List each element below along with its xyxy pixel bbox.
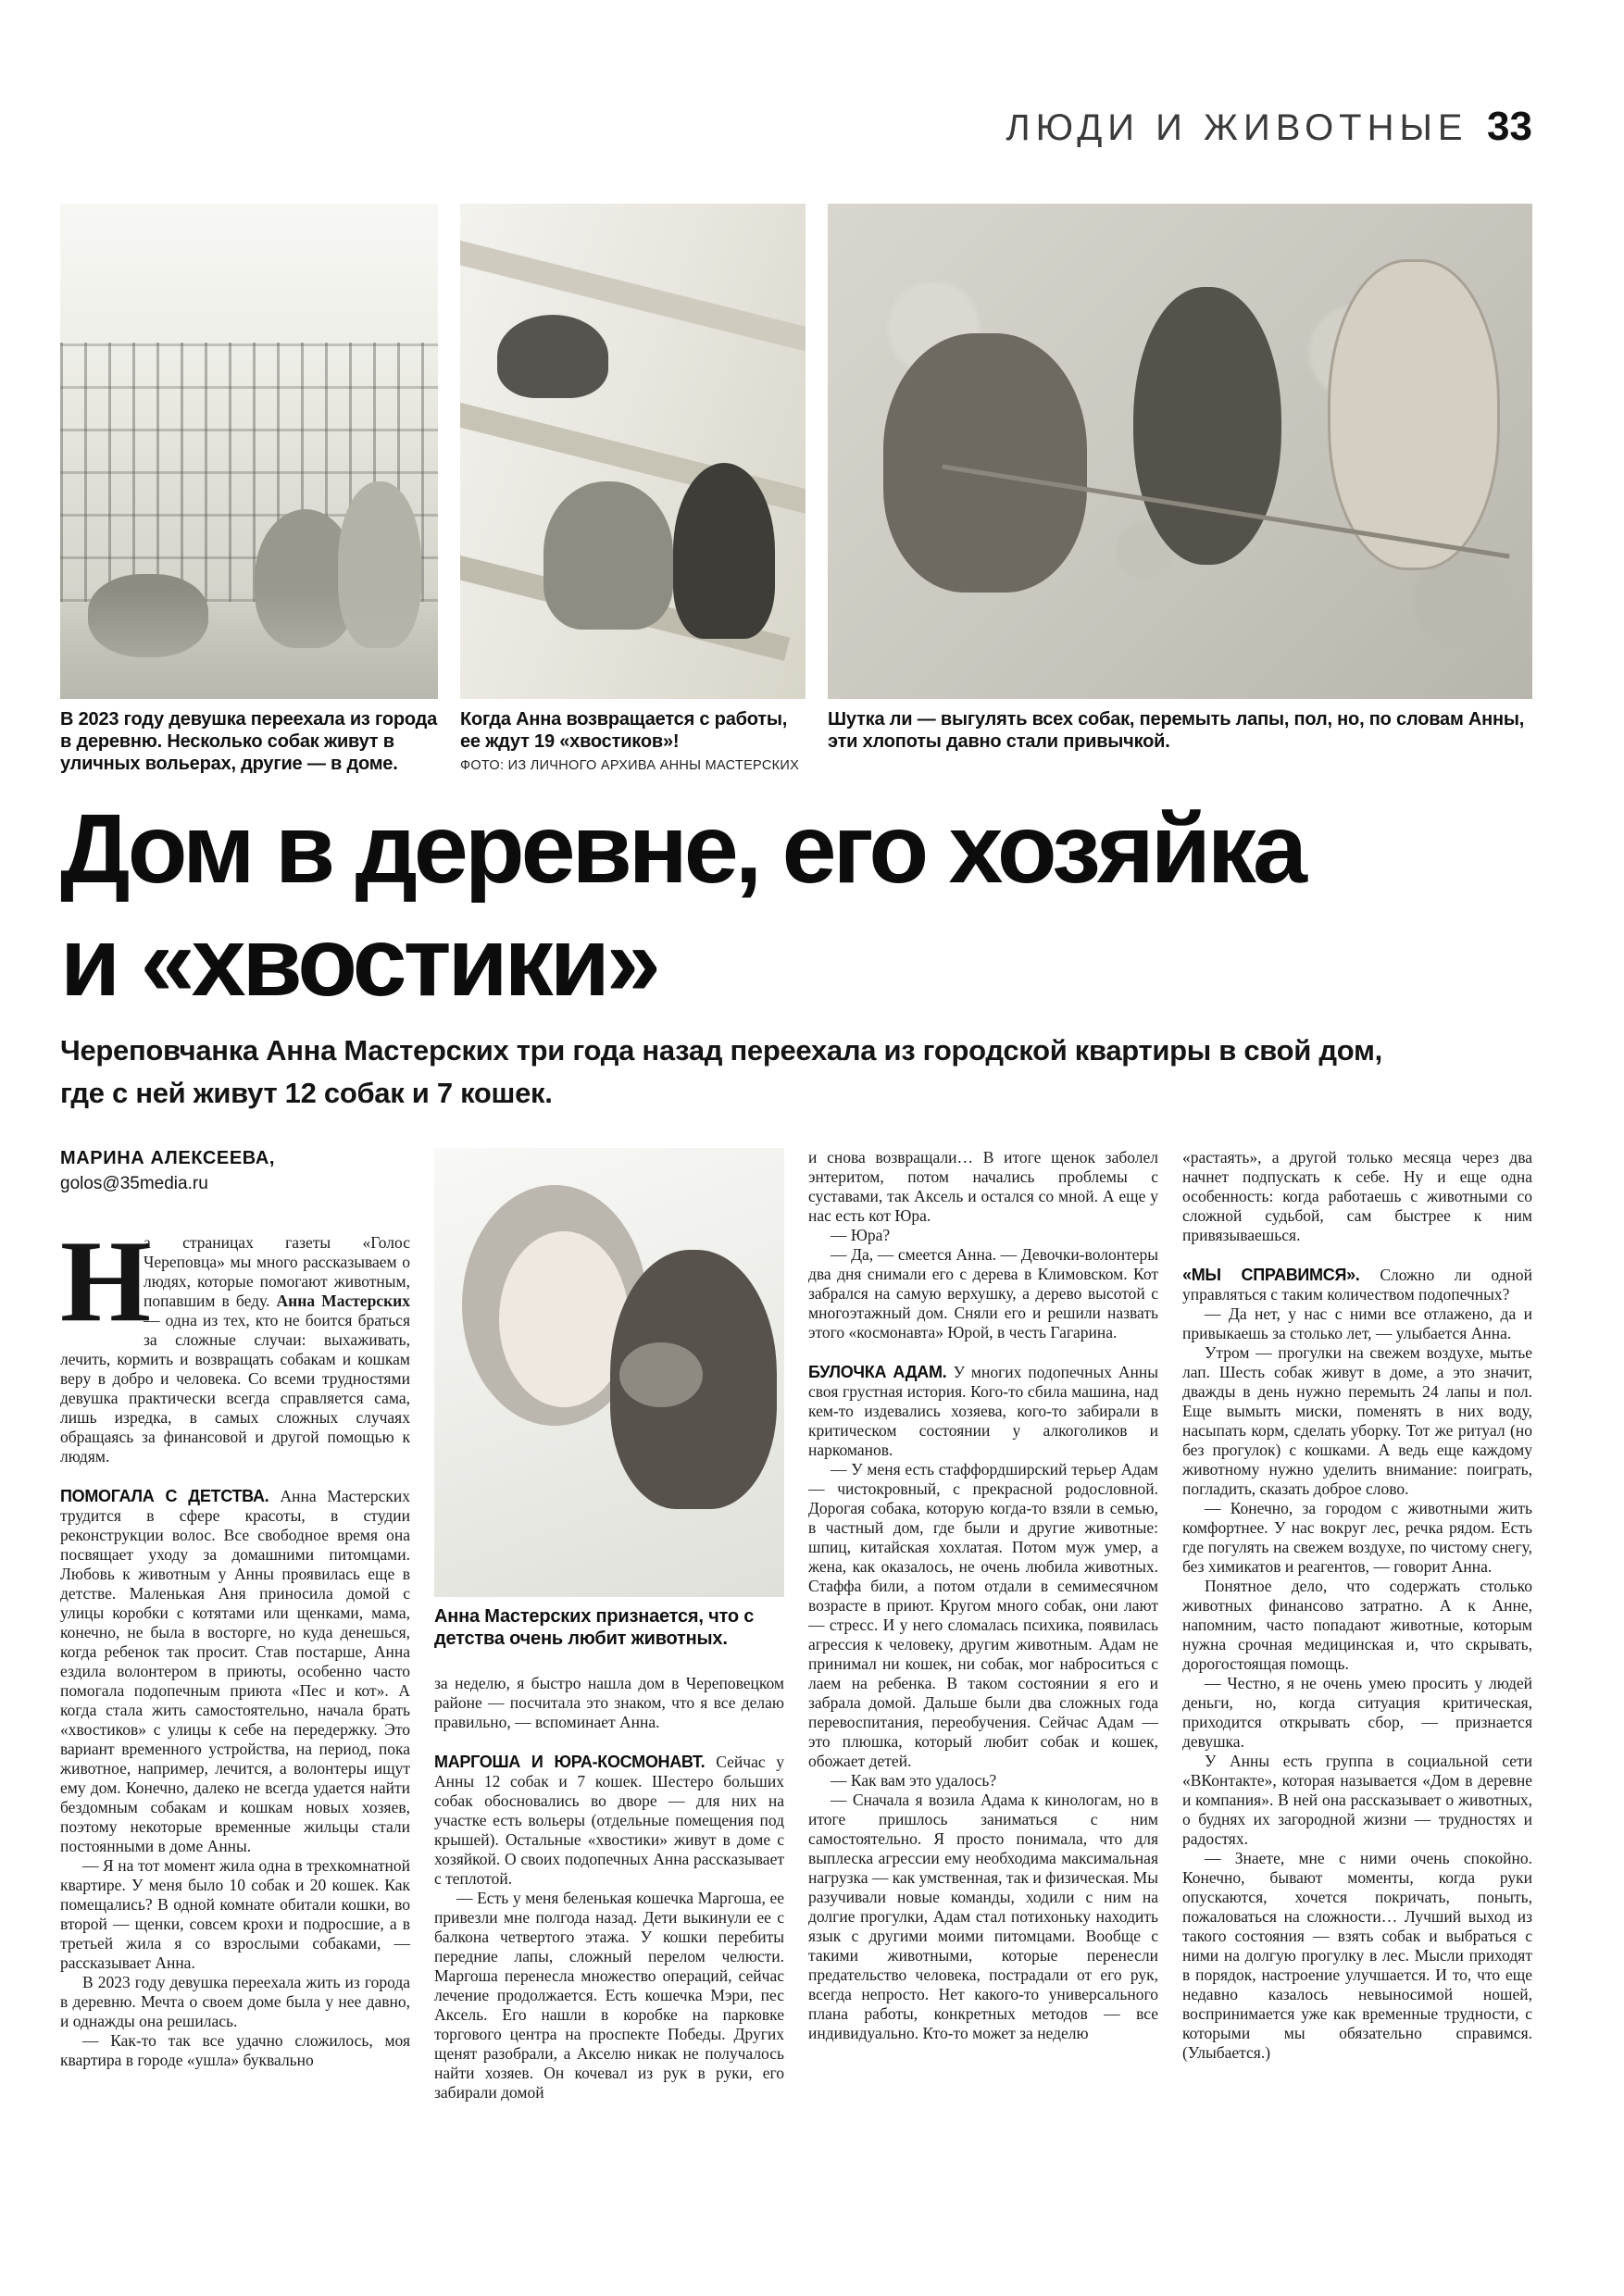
drop-cap: Н: [60, 1217, 152, 1346]
headline-line-1: Дом в деревне, его хозяйка: [60, 794, 1304, 904]
dog-shape: [883, 333, 1087, 593]
article-paragraph: — Я на тот момент жила одна в трехкомнатной квартире. У меня было 10 собак и 20 кошек. Как помещались? В одной комнате обитали кошки, во второй — щенки, совсем крохи и подросшие, а в третьей жила я со взрослыми собаками, — рассказывает Анна.: [60, 1856, 410, 1972]
article-paragraph: — Конечно, за городом с животными жить комфортнее. У нас вокруг лес, речка рядом. Есть где погулять на свежем воздухе, по чистому снегу, без химикатов и реагентов, — говорит Анна.: [1182, 1499, 1532, 1576]
article-paragraph: ПОМОГАЛА С ДЕТСТВА. Анна Мастерских трудится в сфере красоты, в студии реконструкции волос. Все свободное время она посвящает уходу за домашними питомцами. Любовь к животным у Анны проявилась еще в детстве. Маленькая Аня приносила домой с улицы коробки с котятами или щенками, мама, конечно, не была в восторге, но куда денешься, когда ребенок так просит. Став постарше, Анна ездила волонтером в приюты, особенно часто помогала подопечным приюта «Пес и кот». А когда стала жить самостоятельно, начала брать «хвостиков» с улицы к себе на передержку. Это вариант временного устройства, на период, пока животное, например, лечится, а волонтеры ищут ему дом. Конечно, далеко не всегда удается найти бездомным собакам и кошкам новых хозяев, поэтому некоторые временные жильцы стали постоянными в доме Анны.: [60, 1487, 411, 1855]
photo-dog-kennels: [60, 204, 438, 699]
article-paragraph: — Да нет, у нас с ними все отлажено, да и привыкаешь за столько лет, — улыбается Анна.: [1182, 1304, 1532, 1342]
page-content: [60, 0, 1532, 2296]
figure-kennels: [60, 204, 438, 775]
cat-shape: [543, 481, 673, 630]
article-paragraph: У Анны есть группа в социальной сети «ВКонтакте», которая называется «Дом в деревне и компания». В ней она рассказывает о животных, о буднях их загородной жизни — трудностях и радостях.: [1182, 1752, 1532, 1848]
article-paragraph: Н а страницах газеты «Голос Череповца» мы много рассказываем о людях, которые помогают животным, попавшим в беду. Анна Мастерских — одна из тех, кто не боится браться за сложные случаи: выхаживать, лечить, кормить и возвращать собакам и кошкам веру в добро и человека. Со всеми трудностями девушка практически всегда справляется сама, лишь изредка, в самых сложных случаях обращаясь за финансовой и другой помощью к людям.: [60, 1217, 410, 1466]
photo-caption: Шутка ли — выгулять всех собак, перемыть лапы, пол, но, по словам Анны, эти хлопоты давно стали привычкой.: [828, 709, 1525, 752]
article-paragraph: «растаять», а другой только месяца через два начнет подпускать к себе. Ну и еще одна особенность: когда работаешь с животными со сложной судьбой, сам быстрее к ним привязываешься.: [1182, 1148, 1532, 1244]
cat-shape: [497, 315, 608, 398]
face-shape: [499, 1231, 629, 1407]
article-paragraph: Утром — прогулки на свежем воздухе, мытье лап. Шесть собак живут в доме, а это значит, дважды в день нужно перемыть 24 лапы и пол. Еще вымыть миски, поменять в них воду, насыпать корм, сделать уборку. Тот же ритуал (но без прогулок) с кошками. А ведь еще каждому животному нужно уделить внимание: поиграть, погладить, сказать доброе слово.: [1182, 1343, 1532, 1498]
column-text: [434, 1674, 784, 2103]
article-paragraph: — Юра?: [831, 1226, 891, 1244]
article-paragraph: БУЛОЧКА АДАМ. У многих подопечных Анны своя грустная история. Кого-то сбила машина, над кем-то издевались хозяева, кого-то забирали в критическом состоянии у алкоголиков и наркоманов.: [808, 1363, 1158, 1459]
headline: [60, 792, 1532, 1018]
article-paragraph: — У меня есть стаффордширский терьер Адам — чистокровный, с прекрасной родословной. Дорогая собака, которую когда-то взяли в семью, в частный дом, где были и другие животные: шпиц, китайская хохлатая. Потом муж умер, а жена, как оказалось, не очень любила животных. Стаффа били, а потом отдали в семимесячном возрасте в приют. Кругом много собак, они лают — стресс. И у него сломалась психика, появилась агрессия к человеку, другим животным. Адам не принимал ни кошек, ни собак, мог наброситься с лаем на ребенка. В таком состоянии я его и забрала домой. Дальше были два сложных года перевоспитания, переобучения. Сейчас Адам — это плюшка, который любит собак и кошек, обожает детей.: [808, 1460, 1158, 1770]
figure-cats: [460, 204, 806, 775]
photo-caption: В 2023 году девушка переехала из города в деревню. Несколько собак живут в уличных вольерах, другие — в доме.: [60, 709, 438, 774]
article-paragraph: — Сначала я возила Адама к кинологам, но в итоге пришлось заниматься с ним самостоятельно. Я просто понимала, что для выплеска агрессии ему необходима максимальная нагрузка — как умственная, так и физическая. Мы разучивали новые команды, ходили с ним на долгие прогулки, Адам стал потихоньку находить язык с другими моими питомцами. Вообще с такими животными, которые перенесли предательство человека, пострадали от его рук, всегда непросто. Нет какого-то универсального плана работы, конкретных методов — все индивидуально. Кто-то может за неделю: [808, 1791, 1158, 2042]
photo-anna-with-dog: [434, 1148, 784, 1597]
run-in-subhead: МАРГОША И ЮРА-КОСМОНАВТ.: [434, 1753, 717, 1771]
run-in-subhead: ПОМОГАЛА С ДЕТСТВА.: [60, 1487, 281, 1505]
article-paragraph: В 2023 году девушка переехала жить из города в деревню. Мечта о своем доме была у нее давно, и однажды она решилась.: [60, 1973, 410, 2030]
article-paragraph: — Честно, я не очень умею просить у людей деньги, но, когда ситуация критическая, приходится открывать сбор, — признается девушка.: [1182, 1674, 1532, 1751]
byline-email: golos@35media.ru: [60, 1174, 208, 1193]
section-header: [60, 104, 1532, 150]
article-column-3: [808, 1148, 1158, 2103]
dog-shape: [338, 481, 421, 648]
lede: Череповчанка Анна Мастерских три года назад переехала из городской квартиры в свой дом, где с ней живут 12 собак и 7 кошек.: [60, 1034, 1382, 1109]
photo-caption: Когда Анна возвращается с работы, ее ждут 19 «хвостиков»!: [460, 709, 788, 752]
column-text: [60, 1217, 411, 2070]
article-paragraph: и снова возвращали… В итоге щенок заболел энтеритом, потом начались проблемы с суставами, так Аксель и остался со мной. А еще у нас есть кот Юра.: [808, 1148, 1158, 1225]
dog-shape: [88, 574, 208, 657]
section-label: ЛЮДИ И ЖИВОТНЫЕ: [1006, 107, 1468, 148]
article-paragraph: — Да, — смеется Анна. — Девочки-волонтеры два дня снимали его с дерева в Климовском. Кот забрался на самую верхушку, а дерево высотой с многоэтажный дом. Сняли его и решили назвать этого «космонавта» Юрой, в честь Гагарина.: [808, 1245, 1158, 1341]
dog-snout-shape: [619, 1342, 703, 1407]
photo-cats-shelves: [460, 204, 806, 699]
article-column-1: [60, 1148, 410, 2103]
article-paragraph: «МЫ СПРАВИМСЯ». Сложно ли одной управляться с таким количеством подопечных?: [1182, 1266, 1532, 1304]
bold-person-name: Анна Мастерских: [276, 1292, 410, 1310]
byline-author: МАРИНА АЛЕКСЕЕВА,: [60, 1148, 276, 1168]
cat-shape: [673, 463, 775, 639]
figure-portrait: [434, 1148, 784, 1650]
dog-shape: [1328, 259, 1500, 570]
article-paragraph: — Как-то так все удачно сложилось, моя квартира в городе «ушла» буквально: [60, 2031, 410, 2069]
article-paragraph: Понятное дело, что содержать столько животных финансово затратно. А к Анне, напомним, часто попадают животные, которым нужна срочная медицинская и, что скрывать, дорогостоящая помощь.: [1182, 1577, 1532, 1673]
run-in-subhead: «МЫ СПРАВИМСЯ».: [1182, 1266, 1380, 1284]
photo-credit: ФОТО: ИЗ ЛИЧНОГО АРХИВА АННЫ МАСТЕРСКИХ: [460, 758, 800, 773]
page-number: 33: [1487, 104, 1532, 149]
article-column-4: [1182, 1148, 1532, 2103]
article-paragraph: — Знаете, мне с ними очень спокойно. Конечно, бывают моменты, когда руки опускаются, хочется покричать, поныть, пожаловаться на сложности… Лучший выход из такого состояния — взять собак и выбраться с ними на долгую прогулку в лес. Мысли приходят в порядок, настроение улучшается. И то, что еще недавно казалось невыносимой ношей, воспринимается уже как временные трудности, с которыми мы обязательно справимся. (Улыбается.): [1182, 1849, 1532, 2062]
figure-dogs-walk: [828, 204, 1532, 775]
article-paragraph: — Есть у меня беленькая кошечка Маргоша, ее привезли мне полгода назад. Дети выкинули ее с балкона четвертого этажа. У кошки перебиты передние лапы, сложный перелом челюсти. Маргоша перенесла множество операций, сейчас лечение продолжается. Есть кошечка Мэри, пес Аксель. Его нашли в коробке на парковке торгового центра на проспекте Победы. Других щенят разобрали, а Акселю никак не получалось найти хозяев. Он кочевал из рук в руки, его забирали домой: [434, 1889, 784, 2102]
headline-line-2: и «хвостики»: [60, 907, 657, 1017]
article-paragraph: за неделю, я быстро нашла дом в Череповецком районе — посчитала это знаком, что я все делаю правильно, — вспоминает Анна.: [434, 1674, 784, 1731]
article-column-2: [434, 1148, 784, 2103]
article-paragraph: — Как вам это удалось?: [831, 1771, 997, 1790]
run-in-subhead: БУЛОЧКА АДАМ.: [808, 1363, 954, 1381]
photo-row: [60, 204, 1532, 775]
column-text: [1182, 1148, 1532, 2063]
column-text: [808, 1148, 1158, 2043]
dog-shape: [1133, 287, 1281, 565]
photo-caption: Анна Мастерских признается, что с детства очень любит животных.: [434, 1606, 755, 1649]
byline: [60, 1148, 410, 1194]
article-paragraph: МАРГОША И ЮРА-КОСМОНАВТ. Сейчас у Анны 12 собак и 7 кошек. Шестеро больших собак обосновались во дворе — для них на участке есть вольеры (отдельные помещения под крышей). Остальные «хвостики» живут в доме с хозяйкой. О своих подопечных Анна рассказывает с теплотой.: [434, 1753, 784, 1888]
article-columns: [60, 1148, 1532, 2103]
photo-dogs-drinking: [828, 204, 1532, 699]
